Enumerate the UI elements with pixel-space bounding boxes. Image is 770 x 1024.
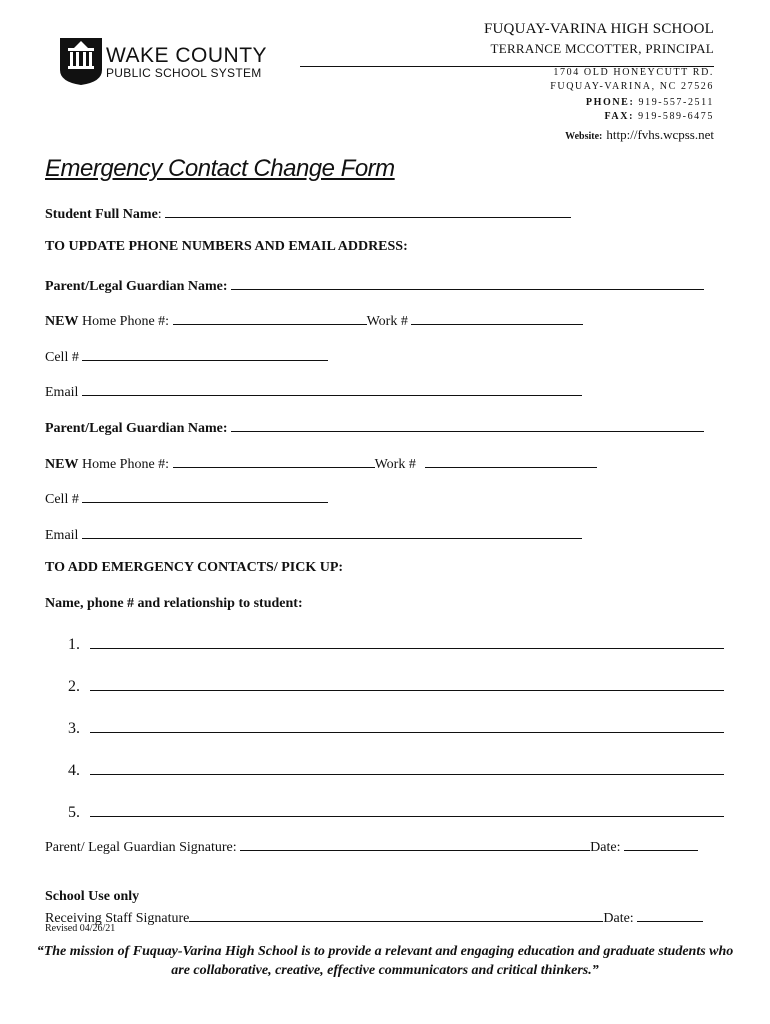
staff-date-field[interactable]: [637, 907, 703, 922]
add-contacts-heading: TO ADD EMERGENCY CONTACTS/ PICK UP:: [45, 560, 344, 575]
staff-signature-row: [45, 907, 703, 927]
fax-number: 919-589-6475: [638, 111, 714, 122]
signature-date-label: Date:: [590, 840, 621, 855]
guardian2-name-field[interactable]: [231, 417, 704, 432]
contact-field-2[interactable]: [90, 674, 724, 691]
contact-field-1[interactable]: [90, 632, 724, 649]
contact-row-1: [68, 632, 724, 654]
contact-field-5[interactable]: [90, 800, 724, 817]
website-url[interactable]: http://fvhs.wcpss.net: [606, 127, 714, 142]
guardian2-cell-field[interactable]: [82, 488, 328, 503]
district-logo: [58, 36, 298, 86]
guardian1-name-label: Parent/Legal Guardian Name:: [45, 279, 228, 294]
school-name: FUQUAY-VARINA HIGH SCHOOL: [483, 21, 714, 37]
contact-number: 2.: [68, 678, 80, 695]
guardian-signature-label: Parent/ Legal Guardian Signature:: [45, 840, 237, 855]
signature-date-field[interactable]: [624, 836, 698, 851]
guardian2-cell-label: Cell #: [45, 492, 79, 507]
guardian1-email-row: [45, 381, 582, 401]
guardian2-email-row: [45, 524, 582, 544]
guardian2-work-label: Work #: [374, 457, 416, 472]
guardian2-home-phone-label: Home Phone #:: [81, 457, 170, 472]
contact-number: 5.: [68, 804, 80, 821]
guardian1-work-label: Work #: [366, 314, 408, 329]
guardian-signature-field[interactable]: [240, 836, 590, 851]
contact-row-4: [68, 758, 724, 780]
address-line-2: FUQUAY-VARINA, NC 27526: [550, 81, 714, 92]
guardian1-name-row: [45, 275, 704, 295]
guardian1-work-field[interactable]: [411, 310, 583, 325]
website-line: [565, 126, 714, 144]
address-line-1: 1704 OLD HONEYCUTT RD.: [553, 67, 714, 78]
district-subtitle: PUBLIC SCHOOL SYSTEM: [106, 66, 262, 80]
guardian1-cell-field[interactable]: [82, 346, 328, 361]
mission-statement: “The mission of Fuquay-Varina High School is to provide a relevant and engaging education and graduate students who are collaborative, creative, effective communicators and critical thinkers.”: [36, 944, 734, 978]
guardian1-home-phone-label: Home Phone #:: [81, 314, 170, 329]
contact-field-3[interactable]: [90, 716, 724, 733]
staff-date-label: Date:: [603, 911, 634, 926]
staff-signature-field[interactable]: [189, 907, 603, 922]
guardian2-home-phone-field[interactable]: [173, 453, 375, 468]
guardian1-cell-row: [45, 346, 328, 366]
district-name: WAKE COUNTY: [106, 44, 268, 67]
student-name-label: Student Full Name: [45, 207, 158, 222]
guardian1-cell-label: Cell #: [45, 350, 79, 365]
guardian1-email-field[interactable]: [82, 381, 582, 396]
contact-number: 1.: [68, 636, 80, 653]
contact-number: 3.: [68, 720, 80, 737]
guardian1-phone-row: [45, 310, 583, 330]
phone-label: PHONE:: [585, 97, 635, 108]
guardian2-name-label: Parent/Legal Guardian Name:: [45, 421, 228, 436]
phone-number: 919-557-2511: [638, 97, 714, 108]
guardian2-phone-row: [45, 453, 597, 473]
guardian1-name-field[interactable]: [231, 275, 704, 290]
school-use-heading: School Use only: [45, 889, 140, 904]
guardian2-work-field[interactable]: [425, 453, 597, 468]
guardian2-name-row: [45, 417, 704, 437]
school-building-logo-icon: [58, 36, 104, 86]
contact-number: 4.: [68, 762, 80, 779]
principal-name: TERRANCE MCCOTTER, PRINCIPAL: [490, 41, 714, 56]
form-title: Emergency Contact Change Form: [45, 155, 395, 182]
contact-row-2: [68, 674, 724, 696]
student-name-row: Student Full Name:: [45, 203, 571, 223]
guardian-signature-row: [45, 836, 698, 856]
guardian2-email-label: Email: [45, 528, 79, 543]
contact-row-3: [68, 716, 724, 738]
fax-label: FAX:: [604, 111, 635, 122]
guardian2-email-field[interactable]: [82, 524, 582, 539]
contact-field-4[interactable]: [90, 758, 724, 775]
guardian1-new-label: NEW: [45, 314, 79, 329]
fax-line: [604, 111, 714, 122]
update-heading: TO UPDATE PHONE NUMBERS AND EMAIL ADDRESS:: [45, 239, 408, 254]
student-name-field[interactable]: [165, 203, 571, 218]
staff-signature-label: Receiving Staff Signature: [45, 911, 190, 926]
guardian2-new-label: NEW: [45, 457, 79, 472]
revised-date: Revised 04/26/21: [45, 923, 116, 934]
phone-line: [586, 97, 714, 108]
website-label: Website:: [565, 131, 603, 142]
contact-row-5: [68, 800, 724, 822]
contacts-instruction: Name, phone # and relationship to student:: [45, 596, 303, 611]
guardian1-email-label: Email: [45, 385, 79, 400]
guardian1-home-phone-field[interactable]: [173, 310, 367, 325]
guardian2-cell-row: [45, 488, 328, 508]
